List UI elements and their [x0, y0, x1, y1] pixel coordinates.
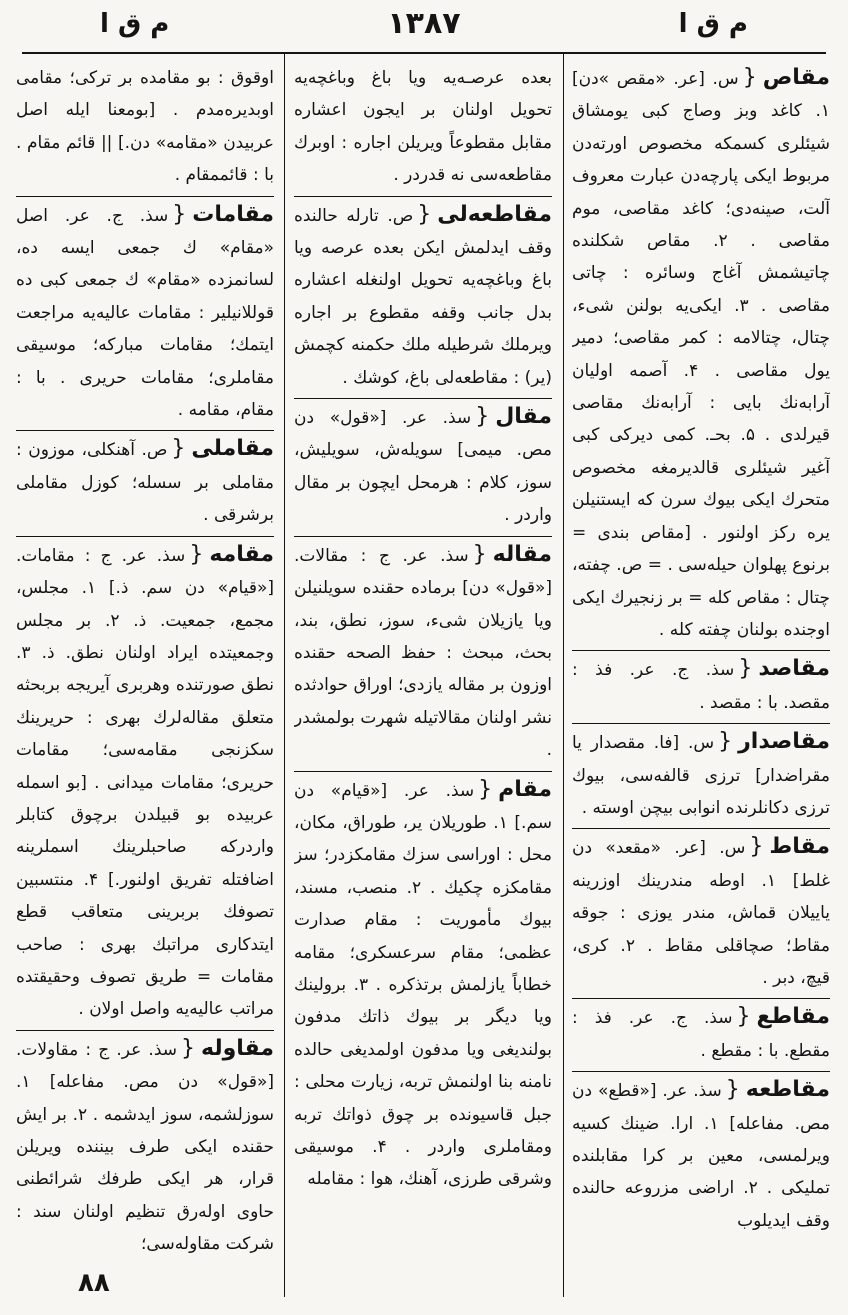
dictionary-entry — [16, 536, 274, 1026]
column-divider-left — [284, 54, 285, 1297]
entry-definition: سذ. عر. ج : مقالات. [«قول» دن] برماده حقنده سویلنیلن ویا یازیلان شیء، سوز، نطق، بند، بحث، مبحث : حفظ الصحه حقنده اوزون بر مقاله یازدی؛ اوراق حوادثده نشر اولنان مقالاتیله شهرت بولمشدر . — [294, 545, 552, 761]
column-middle — [294, 62, 552, 1269]
brace-glyph: { — [475, 404, 490, 430]
entry-definition: سذ. عر. [«قیام» دن سم.] ۱. طوریلان یر، طوراق، مکان، محل : اوراسی سزك مقامکزدر؛ سز مقامکزه چکیك . ۲. منصب، مسند، بیوك مأموریت : مقام صدارت عظمی؛ مقام سرعسکری؛ مقامه خطاباً یازلمش برتذکره . ۳. برولینك ویا دیگر بر بیوك ذاتك مدفون بولندیغی ویا مدفون اولمدیغی حالده نامنه بنا اولنمش تربه، زیارت محلی : جبل قاسیونده بر چوق ذواتك تربه ومقاملری واردر . ۴. موسیقی وشرقی طرزی، آهنك، هوا : مقامله — [294, 780, 552, 1190]
entry-headword: مقاطعه — [745, 1077, 830, 1103]
dictionary-entry — [572, 650, 830, 719]
entry-headword: مقاطع — [756, 1004, 830, 1030]
brace-glyph: { — [171, 436, 186, 462]
entry-definition: س. [فا. مقصدار یا مقراضدار] ترزی قالفه‌سی، بیوك ترزی دكانلرنده انوابی بیچن اوسته . — [572, 733, 830, 818]
running-head-left: م ق ا — [100, 9, 170, 39]
entry-headword: مقاله — [492, 541, 552, 567]
brace-glyph: { — [749, 834, 764, 860]
entry-definition: ص. تارله حالنده وقف ایدلمش ایکن بعده عرصه ویا باغ وباغچه‌یه تحویل اولنغله اعشاره بدل جانب وقفه مقطوع بر اجاره ویرملك شرطیله ملك حکمنه کچمش (یر) : مقاطعه‌لی باغ، کوشك . — [294, 205, 552, 388]
entry-headword: مقاوله — [201, 1035, 274, 1061]
dictionary-entry — [572, 62, 830, 646]
brace-glyph: { — [742, 65, 757, 90]
brace-glyph: { — [738, 656, 753, 682]
dictionary-entry — [572, 1071, 830, 1237]
brace-glyph: { — [181, 1035, 195, 1061]
dictionary-entry — [572, 723, 830, 824]
header-rule — [22, 52, 826, 54]
dictionary-entry — [294, 62, 552, 192]
column-right — [572, 62, 830, 1269]
brace-glyph: { — [172, 201, 187, 227]
entry-headword: مقاص — [762, 65, 830, 90]
dictionary-entry — [16, 196, 274, 427]
entry-definition: اوقوق : بو مقامده بر ترکی؛ مقامی اوبدیره‌مدم . [بومعنا ایله اصل عربیدن «مقامه» دن.] || قائم مقام . با : قائممقام . — [16, 68, 274, 186]
entry-headword: مقاطعه‌لی — [437, 201, 552, 227]
entry-headword: مقامات — [192, 201, 274, 227]
brace-glyph: { — [478, 776, 493, 802]
dictionary-entry — [16, 430, 274, 531]
entry-definition: سذ. ج. عر. اصل «مقام» ك جمعی ایسه ده، لسانمزده «مقام» ك جمعی کبی ده قوللانیلیر : مقامات عالیه‌یه مراجعت ایتمك؛ مقامات مبارکه؛ موسیقی مقاملری؛ مقامات حریری . با : مقام، مقامه . — [16, 205, 274, 421]
entry-headword: مقاصدار — [738, 729, 830, 755]
brace-glyph: { — [725, 1077, 740, 1103]
dictionary-entry — [294, 771, 552, 1196]
entry-definition: سذ. ج. عر. فذ : مقطع. با : مقطع . — [572, 1008, 830, 1061]
entry-definition: سذ. عر. ج : مقامات. [«قیام» دن سم. ذ.] ۱. مجلس، مجمع، جمعیت. ذ. ۲. بر مجلس وجمعیتده ایراد اولنان نطق. ذ. ۳. نطق صورتنده وهربری آیریجه بربحثه متعلق مقاله‌لرك بهری : حریرینك سکزنجی مقامه‌سی؛ مقامات حریری؛ مقامات میدانی . [بو اسمله عربیده بو قبیلدن برچوق کتابلر واردرکه صاحبلرینك اسملرینه اضافتله تفریق اولنور.] ۴. منتسبین تصوفك بربرینی متعاقب قطع ایتدکاری مراتبك بهری : صاحب مقامات = طریق تصوف وحقیقتده مراتب عالیه‌یه واصل اولان . — [16, 545, 274, 1020]
entry-headword: مقام — [498, 776, 552, 802]
dictionary-entry — [294, 536, 552, 767]
entry-headword: مقال — [495, 404, 552, 430]
entry-definition: س. [عر. «مقص »دن] ۱. کاغد وبز وصاج کبی یومشاق شیئلری کسمکه مخصوص اورته‌دن مربوط ایکی پارچه‌دن عبارت معروف آلت، صینه‌دی؛ کاغد مقاصی، موم مقاصی . ۲. مقاص شکلنده چاتیشمش آغاج وسائره : چاتی مقاصی . ۳. ایکی‌یه بولنن شیء، چتال، چتالامه : کمر مقاصی؛ دمیر یول مقاصی . ۴. آصمه اولیان آرابه‌نك بایی : آرابه‌نك مقاصی قیرلدی . ۵. بحـ. کمی دیرکی کبی آغیر شیئلری قالدیرمغه مخصوص متحرك ایکی بیوك سرن که ایستنیلن یره رکز اولنور . [مقاص بندی = برنوع پهلوان حیله‌سی . = ص. چفته، چتال : مقاص کله = بر زنجیرك ایکی اوجنده بولنان چفته کله . — [572, 69, 830, 640]
entry-definition: سذ. ج. عر. فذ : مقصد. با : مقصد . — [572, 660, 830, 713]
entry-definition: س. [عر. «مقعد» دن غلط] ۱. اوطه مندرینك اوزرینه یاییلان قماش، مندر یوزی : جوقه مقاط؛ صچاقلی مقاط . ۲. کری، قیچ، دبر . — [572, 838, 830, 988]
dictionary-entry — [572, 828, 830, 994]
entry-definition: سذ. عر. [«قطع» دن مص. مفاعله] ۱. ارا. ضینك کسیه ویرلمسی، معین بر کرا مقابلنده تملیکی . ۲. اراضی مزروعه حالنده وقف ایدیلوب — [572, 1081, 830, 1231]
running-head-right: م ق ا — [678, 9, 748, 39]
entry-definition: بعده عرصـه‌یه ویا باغ وباغچه‌یه تحویل اولنان بر ایجون اعشاره مقابل مقطوعاً ویریلن اجاره : اوبرك مقاطعه‌سی نه قدردر . — [294, 68, 552, 186]
entry-headword: مقاط — [769, 834, 830, 860]
dictionary-entry — [16, 62, 274, 192]
column-left — [16, 62, 274, 1269]
brace-glyph: { — [736, 1004, 751, 1030]
page-number: ۱۳۸۷ — [387, 6, 461, 41]
brace-glyph: { — [718, 729, 733, 755]
entry-headword: مقاملی — [191, 436, 274, 462]
entry-definition: ص. آهنکلی، موزون : مقاملی بر سسله؛ کوزل مقاملی برشرقی . — [16, 440, 274, 526]
entry-headword: مقاصد — [758, 656, 830, 682]
folio-number: ۸۸ — [78, 1268, 110, 1298]
dictionary-entry — [294, 398, 552, 532]
entry-headword: مقامه — [209, 541, 274, 567]
column-divider-right — [563, 54, 564, 1297]
dictionary-entry — [294, 196, 552, 394]
entry-definition: سذ. عر. [«قول» دن مص. میمی] سویله‌ش، سویلیش، سوز، کلام : هرمحل ایچون بر مقال واردر . — [294, 408, 552, 526]
brace-glyph: { — [189, 541, 204, 567]
dictionary-entry — [16, 1030, 274, 1261]
brace-glyph: { — [472, 541, 487, 567]
dictionary-entry — [572, 998, 830, 1067]
brace-glyph: { — [417, 201, 432, 227]
entry-definition: سذ. عر. ج : مقاولات. [«قول» دن مص. مفاعله] ۱. سوزلشمه، سوز ایدشمه . ۲. بر ایش حقنده ایکی طرف بیننده ویریلن قرار، هر ایکی طرفك شرائطنی حاوی اوله‌رق تنظیم اولنان سند : شرکت مقاوله‌سی؛ — [16, 1039, 274, 1255]
